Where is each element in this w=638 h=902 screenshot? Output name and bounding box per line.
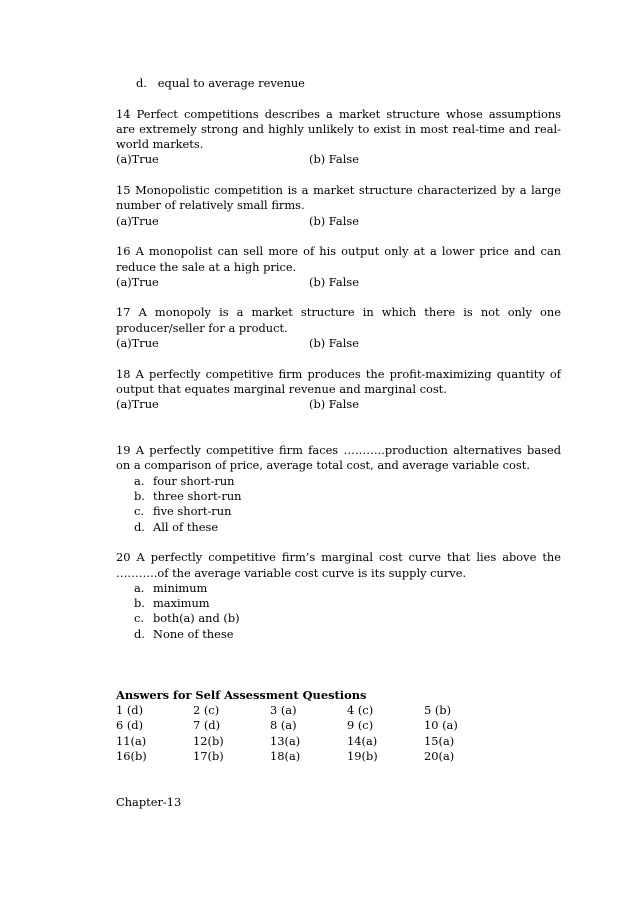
option-marker: d.	[134, 519, 145, 534]
answer-cell: 2 (c)	[193, 703, 220, 718]
option-text: equal to average revenue	[157, 76, 305, 90]
answers-title: Answers for Self Assessment Questions	[116, 687, 367, 702]
question-text: 19 A perfectly competitive firm faces ………..production alternatives based on a comparison of price, average total cost, and average variable cost.	[116, 443, 561, 473]
answer-false: (b) False	[309, 274, 359, 289]
question-18	[116, 367, 561, 413]
option-line	[116, 520, 561, 535]
option-marker: c.	[134, 504, 145, 519]
answer-cell: 4 (c)	[347, 703, 374, 718]
answer-cell: 12(b)	[193, 733, 224, 748]
option-line	[116, 627, 561, 642]
option-marker: a.	[134, 473, 145, 488]
option-text: All of these	[153, 519, 219, 534]
option-text: both(a) and (b)	[153, 611, 240, 626]
answers-row	[116, 749, 561, 764]
answer-cell: 13(a)	[270, 733, 301, 748]
question-text: 16 A monopolist can sell more of his output only at a lower price and can reduce the sale at a high price.	[116, 244, 561, 274]
option-marker: d.	[134, 626, 145, 641]
answer-true: (a)True	[116, 336, 159, 351]
option-line	[116, 474, 561, 489]
option-marker: b.	[134, 489, 145, 504]
option-line	[116, 581, 561, 596]
answer-false: (b) False	[309, 213, 359, 228]
option-text: None of these	[153, 626, 234, 641]
question-20	[116, 550, 561, 642]
answer-cell: 9 (c)	[347, 718, 374, 733]
answer-cell: 14(a)	[347, 733, 378, 748]
question-19	[116, 443, 561, 535]
option-line	[116, 611, 561, 626]
option-text: maximum	[153, 596, 210, 611]
question-16	[116, 244, 561, 290]
answers-row	[116, 734, 561, 749]
option-line	[136, 76, 561, 91]
question-14	[116, 107, 561, 168]
question-text: 20 A perfectly competitive firm’s marginal cost curve that lies above the ………..of the average variable cost curve is its supply curve.	[116, 550, 561, 580]
answer-true: (a)True	[116, 274, 159, 289]
option-marker: a.	[134, 580, 145, 595]
option-line	[116, 596, 561, 611]
option-text: five short-run	[153, 504, 232, 519]
answer-cell: 5 (b)	[424, 703, 452, 718]
answer-true: (a)True	[116, 397, 159, 412]
answer-cell: 11(a)	[116, 733, 147, 748]
question-17	[116, 305, 561, 351]
answer-cell: 7 (d)	[193, 718, 221, 733]
page-footer: Chapter-13	[116, 795, 182, 809]
option-marker: c.	[134, 611, 145, 626]
document-body	[116, 76, 561, 764]
answer-cell: 19(b)	[347, 749, 378, 764]
question-15	[116, 183, 561, 229]
answer-cell: 10 (a)	[424, 718, 458, 733]
answer-cell: 20(a)	[424, 749, 455, 764]
option-text: three short-run	[153, 489, 242, 504]
answer-false: (b) False	[309, 152, 359, 167]
option-text: minimum	[153, 580, 208, 595]
answers-row	[116, 703, 561, 718]
answer-cell: 16(b)	[116, 749, 147, 764]
option-marker: d.	[136, 76, 147, 90]
option-text: four short-run	[153, 473, 235, 488]
answer-cell: 6 (d)	[116, 718, 144, 733]
answer-false: (b) False	[309, 336, 359, 351]
answers-row	[116, 718, 561, 733]
question-text: 14 Perfect competitions describes a market structure whose assumptions are extremely strong and highly unlikely to exist in most real-time and real-world markets.	[116, 106, 561, 152]
option-line	[116, 489, 561, 504]
answer-cell: 17(b)	[193, 749, 224, 764]
answer-true: (a)True	[116, 213, 159, 228]
question-text: 17 A monopoly is a market structure in which there is not only one producer/seller for a product.	[116, 305, 561, 335]
option-marker: b.	[134, 596, 145, 611]
answer-cell: 3 (a)	[270, 703, 297, 718]
answers-section	[116, 688, 561, 764]
answer-cell: 1 (d)	[116, 703, 144, 718]
answer-cell: 18(a)	[270, 749, 301, 764]
option-line	[116, 504, 561, 519]
answer-cell: 15(a)	[424, 733, 455, 748]
answer-false: (b) False	[309, 397, 359, 412]
answer-true: (a)True	[116, 152, 159, 167]
answer-cell: 8 (a)	[270, 718, 297, 733]
question-text: 18 A perfectly competitive firm produces the profit-maximizing quantity of output that equates marginal revenue and marginal cost.	[116, 366, 561, 396]
question-text: 15 Monopolistic competition is a market structure characterized by a large number of relatively small firms.	[116, 183, 561, 213]
